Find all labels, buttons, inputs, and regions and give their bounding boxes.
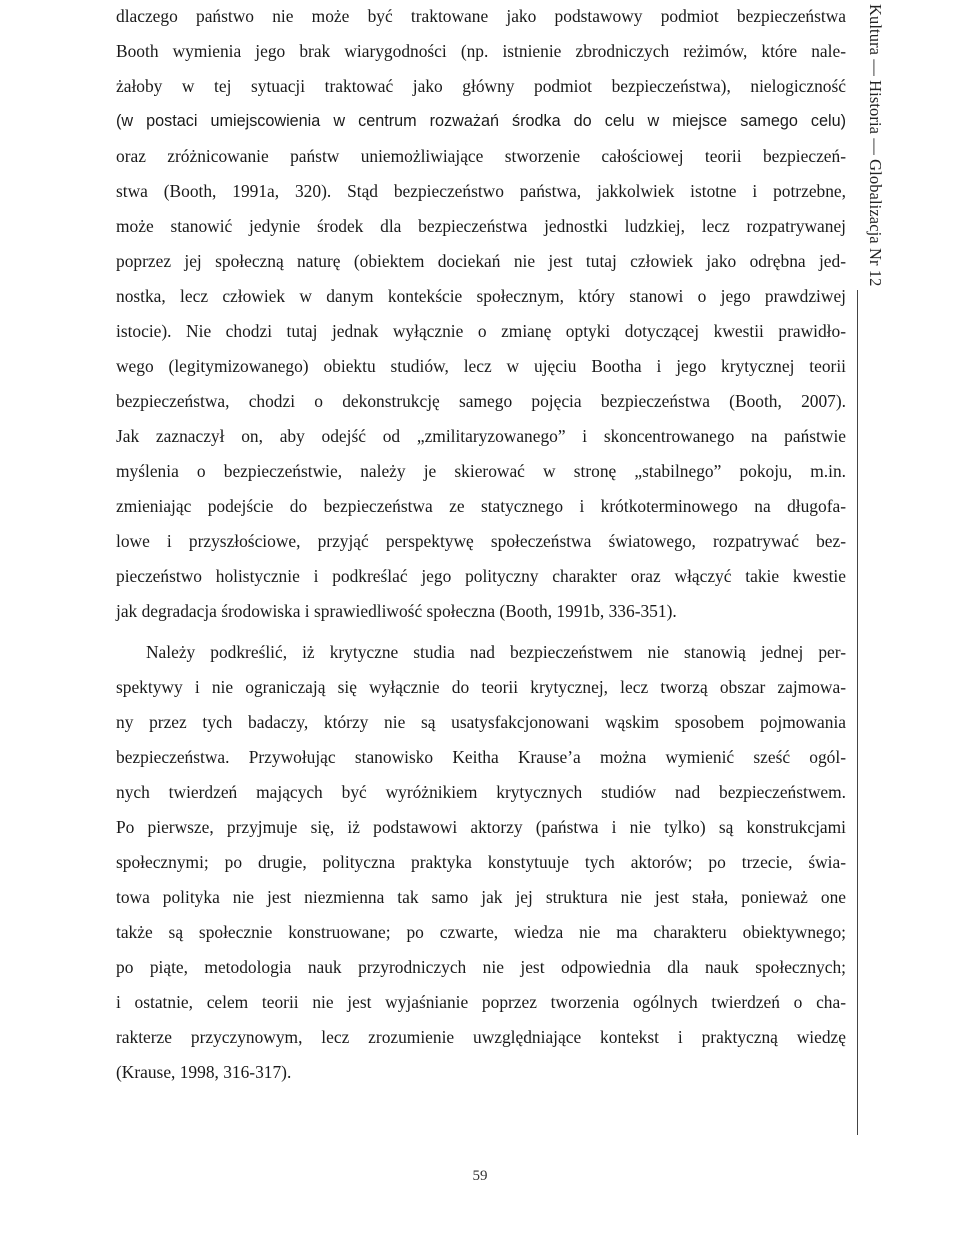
text-line: jak degradacja środowiska i sprawiedliwość społeczna (Booth, 1991b, 336-351).: [116, 601, 677, 621]
margin-rule: [857, 290, 858, 1135]
text-line: dlaczego państwo nie może być traktowane jako podstawowy podmiot bezpieczeństwa: [116, 6, 846, 26]
text-line: Booth wymienia jego brak wiarygodności (np. istnienie zbrodniczych reżimów, które nale-: [116, 41, 846, 61]
text-line: żałoby w tej sytuacji traktować jako główny podmiot bezpieczeństwa), nielogiczność: [116, 76, 846, 96]
running-header-title: Kultura — Historia — Globalizacja Nr 12: [866, 4, 885, 287]
text-line: poprzez jej społeczną naturę (obiektem dociekań nie jest tutaj człowiek jako odrębna jed-: [116, 251, 846, 271]
paragraph-first-line: Należy podkreślić, iż krytyczne studia nad bezpieczeństwem nie stanowią jednej per-: [146, 642, 846, 662]
text-line: bezpieczeństwa. Przywołując stanowisko Keitha Krause’a można wymienić sześć ogól-: [116, 747, 846, 767]
text-line: Jak zaznaczył on, aby odejść od „zmilitaryzowanego” i skoncentrowanego na państwie: [116, 426, 846, 446]
text-line: po piąte, metodologia nauk przyrodniczych nie jest odpowiednia dla nauk społecznych;: [116, 957, 846, 977]
text-line: bezpieczeństwa, chodzi o dekonstrukcję samego pojęcia bezpieczeństwa (Booth, 2007).: [116, 391, 846, 411]
text-line: nostka, lecz człowiek w danym kontekście społecznym, który stanowi o jego prawdziwej: [116, 286, 846, 306]
text-line: (w postaci umiejscowienia w centrum rozważań środka do celu w miejsce samego celu): [116, 112, 846, 130]
text-line: oraz zróżnicowanie państw uniemożliwiające stworzenie całościowej teorii bezpieczeń-: [116, 146, 846, 166]
text-line: istocie). Nie chodzi tutaj jednak wyłącznie o zmianę optyki dotyczącej kwestii prawidło-: [116, 321, 846, 341]
text-line: spektywy i nie ograniczają się wyłącznie do teorii krytycznej, lecz tworzą obszar zajmowa-: [116, 677, 846, 697]
text-line: towa polityka nie jest niezmienna tak samo jak jej struktura nie jest stała, ponieważ one: [116, 887, 846, 907]
text-line: lowe i przyszłościowe, przyjąć perspektywę społeczeństwa światowego, rozpatrywać bez-: [116, 531, 846, 551]
text-line: rakterze przyczynowym, lecz zrozumienie uwzględniające kontekst i praktyczną wiedzę: [116, 1027, 846, 1047]
text-line: ny przez tych badaczy, którzy nie są usatysfakcjonowani wąskim sposobem pojmowania: [116, 712, 846, 732]
text-line: stwa (Booth, 1991a, 320). Stąd bezpieczeństwo państwa, jakkolwiek istotne i potrzebne,: [116, 181, 846, 201]
text-line: może stanowić jedynie środek dla bezpieczeństwa jednostki ludzkiej, lecz rozpatrywanej: [116, 216, 846, 236]
text-line: wego (legitymizowanego) obiektu studiów, lecz w ujęciu Bootha i jego krytycznej teorii: [116, 356, 846, 376]
text-line: społecznymi; po drugie, polityczna praktyka konstytuuje tych aktorów; po trzecie, świa-: [116, 852, 846, 872]
text-line: zmieniając podejście do bezpieczeństwa ze statycznego i krótkoterminowego na długofa-: [116, 496, 846, 516]
text-line: nych twierdzeń mających być wyróżnikiem krytycznych studiów nad bezpieczeństwem.: [116, 782, 846, 802]
text-line: pieczeństwo holistycznie i podkreślać jego polityczny charakter oraz włączyć takie kwestie: [116, 566, 846, 586]
text-line: myślenia o bezpieczeństwie, należy je skierować w stronę „stabilnego” pokoju, m.in.: [116, 461, 846, 481]
running-header: [864, 4, 886, 304]
text-line: Po pierwsze, przyjmuje się, iż podstawowi aktorzy (państwa i nie tylko) są konstrukcjami: [116, 817, 846, 837]
text-line: także są społecznie konstruowane; po czwarte, wiedza nie ma charakteru obiektywnego;: [116, 922, 846, 942]
text-line: i ostatnie, celem teorii nie jest wyjaśnianie poprzez tworzenia ogólnych twierdzeń o cha-: [116, 992, 846, 1012]
text-line: (Krause, 1998, 316-317).: [116, 1062, 292, 1082]
page-number: 59: [472, 1168, 488, 1184]
